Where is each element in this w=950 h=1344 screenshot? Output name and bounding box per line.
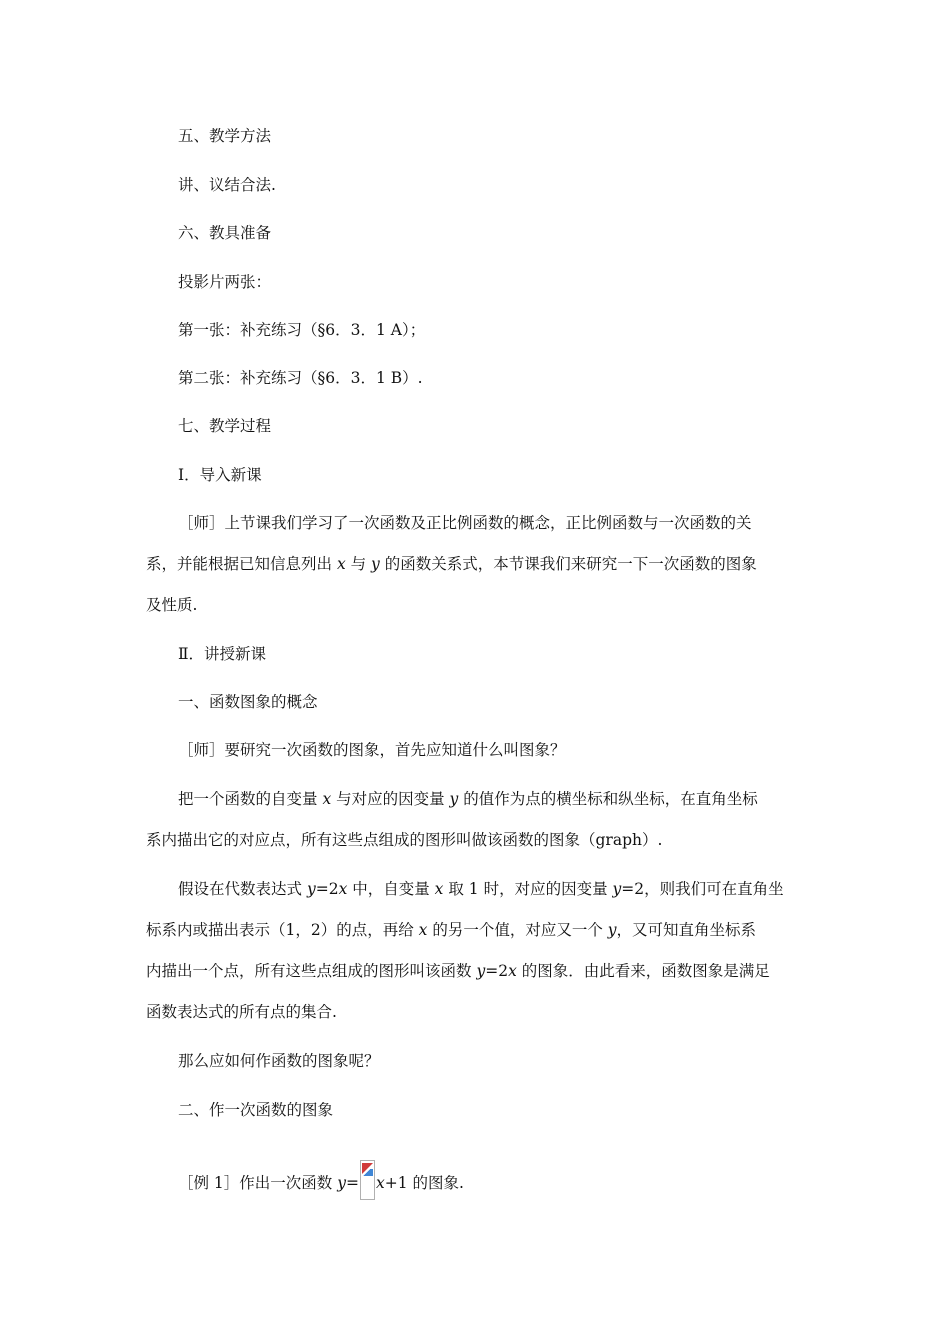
definition-line-1: 把一个函数的自变量 x 与对应的因变量 y 的值作为点的横坐标和纵坐标，在直角坐标 (178, 790, 758, 808)
intro-line-1: ［师］上节课我们学习了一次函数及正比例函数的概念，正比例函数与一次函数的关 (178, 514, 752, 532)
subsection-1-title: 一、函数图象的概念 (178, 693, 318, 711)
section-5-title: 五、教学方法 (178, 127, 272, 145)
subsection-2-title: 二、作一次函数的图象 (178, 1101, 334, 1119)
part-1-title: Ⅰ．导入新课 (178, 466, 262, 484)
section-7-title: 七、教学过程 (178, 417, 272, 435)
section-6-item-1: 第一张：补充练习（§6．3．1 A）； (178, 321, 426, 339)
part-2-title: Ⅱ．讲授新课 (178, 645, 267, 663)
section-6-text: 投影片两张： (178, 273, 272, 291)
section-6-title: 六、教具准备 (178, 224, 272, 242)
definition-line-2: 系内描出它的对应点，所有这些点组成的图形叫做该函数的图象（graph）. (146, 831, 663, 849)
intro-line-3: 及性质. (146, 596, 198, 614)
question-2: 那么应如何作函数的图象呢？ (178, 1052, 380, 1070)
question-1: ［师］要研究一次函数的图象，首先应知道什么叫图象？ (178, 741, 566, 759)
example-text-line-4: 函数表达式的所有点的集合. (146, 1003, 337, 1021)
section-5-text: 讲、议结合法. (178, 176, 276, 194)
example-text-line-3: 内描出一个点，所有这些点组成的图形叫该函数 y=2x 的图象．由此看来，函数图象是满足 (146, 962, 770, 980)
section-6-item-2: 第二张：补充练习（§6．3．1 B）. (178, 369, 423, 387)
broken-image-icon (360, 1160, 375, 1200)
intro-line-2: 系，并能根据已知信息列出 x 与 y 的函数关系式，本节课我们来研究一下一次函数的图象 (146, 555, 757, 573)
example-1-line: ［例 1］作出一次函数 y= x+1 的图象. (178, 1160, 464, 1200)
example-text-line-1: 假设在代数表达式 y=2x 中，自变量 x 取 1 时，对应的因变量 y=2，则我们可在直角坐 (178, 880, 784, 898)
example-text-line-2: 标系内或描出表示（1，2）的点，再给 x 的另一个值，对应又一个 y，又可知直角坐标系 (146, 921, 757, 939)
